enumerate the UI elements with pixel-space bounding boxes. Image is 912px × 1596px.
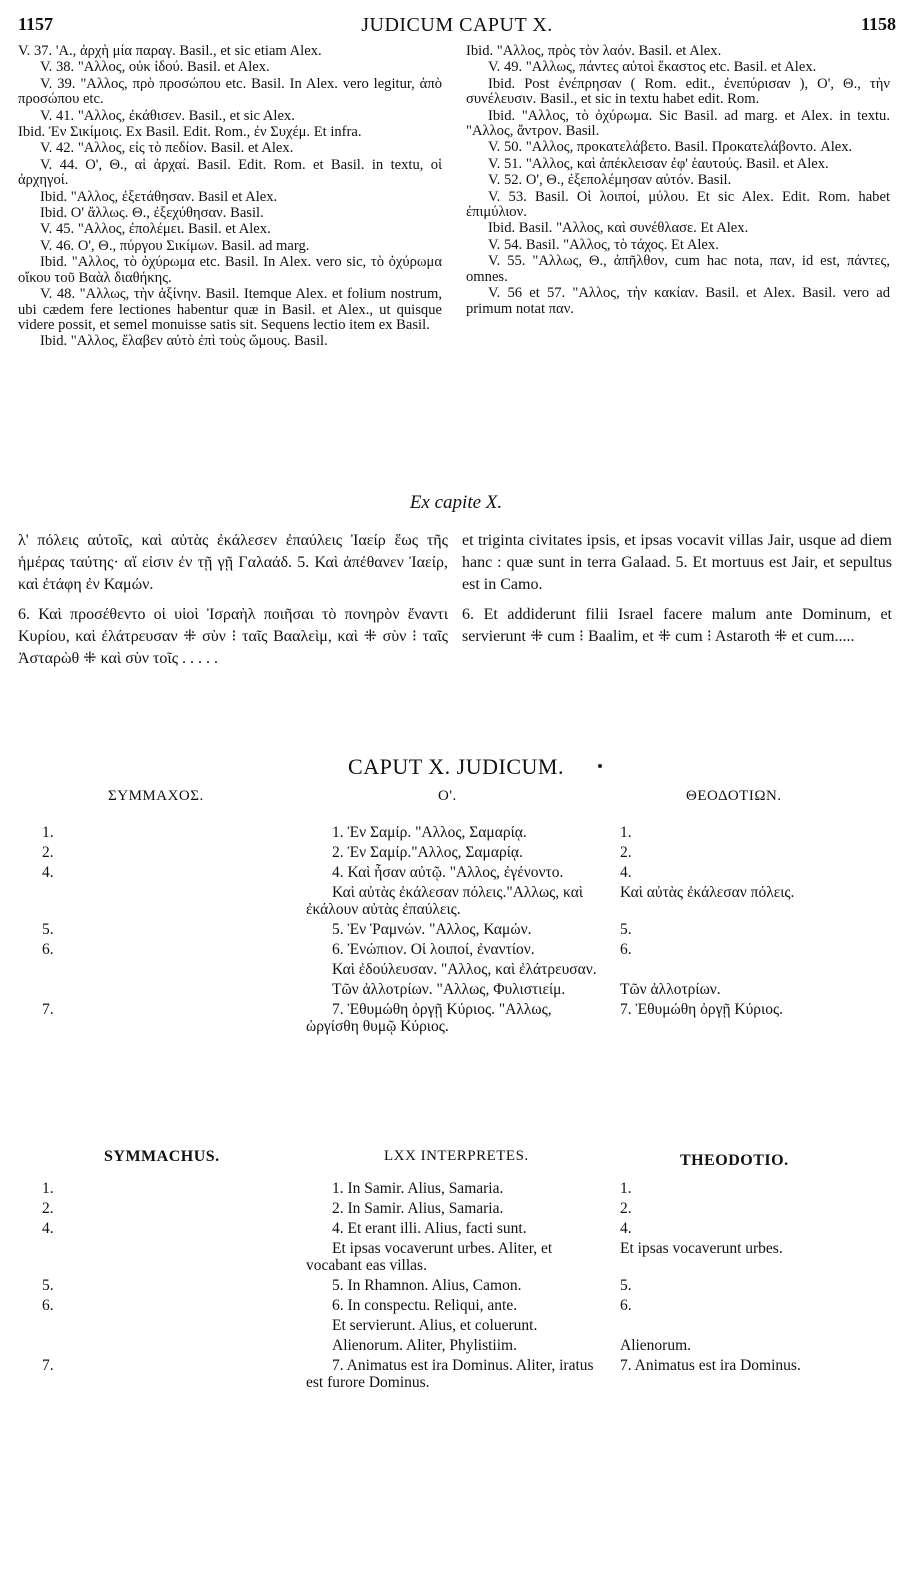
cell-text: 6.	[42, 941, 54, 958]
column-head-symmachus-latin: SYMMACHUS.	[104, 1148, 220, 1165]
hexapla-row	[0, 864, 912, 881]
theodotion-cell	[598, 1220, 898, 1237]
cell-text: 2. Ἐν Σαμίρ."Αλλος, Σαμαρίᾳ.	[332, 844, 523, 861]
notes-right-column	[466, 44, 890, 318]
note: V. 49. "Αλλως, πάντες αὐτοὶ ἕκαστος etc. Basil. et Alex.	[488, 59, 817, 76]
note: V. 51. "Αλλος, καὶ ἀπέκλεισαν ἐφ' ἑαυτούς. Basil. et Alex.	[488, 155, 829, 172]
lxx-cell	[300, 884, 598, 918]
note: Ibid. "Αλλος, τὸ ὀχύρωμα etc. Basil. In Alex. vero sic, τὸ ὀχύρωμα οἴκου τοῦ Βαὰλ διαθήκης.	[18, 254, 442, 286]
cell-text: 2.	[620, 1200, 632, 1217]
note: V. 54. Basil. "Αλλος, τὸ τάχος. Et Alex.	[488, 236, 719, 253]
lxx-cell	[300, 941, 598, 958]
hexapla-row	[0, 844, 912, 861]
theodotion-cell	[598, 981, 898, 998]
symmachus-cell	[0, 864, 300, 881]
note: V. 53. Basil. Οἱ λοιποί, μύλου. Et sic Alex. Edit. Rom. habet ἐπιμύλιον.	[466, 188, 890, 221]
greek-excerpt-column	[18, 530, 448, 670]
lxx-cell	[300, 1220, 598, 1237]
hexapla-title: CAPUT X. JUDICUM.	[348, 754, 564, 779]
cell-text: 5. Ἐν Ῥαμνών. "Αλλος, Καμών.	[332, 921, 532, 938]
cell-text: 1. In Samir. Alius, Samaria.	[332, 1180, 504, 1197]
hexapla-row	[0, 941, 912, 958]
theodotion-cell	[598, 961, 898, 978]
cell-text: 7. Ἐθυμώθη ὀργῇ Κύριος. "Αλλως, ὠργίσθη θυμῷ Κύριος.	[306, 1001, 552, 1035]
cell-text: 4. Καὶ ἦσαν αὐτῷ. "Αλλος, ἐγένοντο.	[332, 864, 564, 881]
cell-text: 6.	[42, 1297, 54, 1314]
latin-paragraph: 6. Et addiderunt filii Israel facere malum ante Dominum, et servierunt ⁜ cum ⁝ Baalim, et ⁜ cum ⁝ Astaroth ⁜ et cum.....	[462, 606, 892, 645]
theodotion-cell	[598, 1337, 898, 1354]
cell-text: 7.	[42, 1357, 54, 1374]
hexapla-row	[0, 824, 912, 841]
hexapla-row	[0, 884, 912, 918]
cell-text: Et ipsas vocaverunt urbes. Aliter, et vocabant eas villas.	[306, 1240, 553, 1274]
column-head-lxx-latin: LXX INTERPRETES.	[384, 1148, 529, 1164]
symmachus-cell	[0, 1200, 300, 1217]
note: Ibid. Basil. "Αλλος, καὶ συνέθλασε. Et Alex.	[488, 220, 749, 237]
column-head-lxx-greek: Ο'.	[438, 788, 457, 804]
hexapla-row	[0, 1180, 912, 1197]
cell-text: 7. Ἐθυμώθη ὀργῇ Κύριος.	[620, 1001, 783, 1018]
hexapla-row	[0, 1200, 912, 1217]
lxx-cell	[300, 864, 598, 881]
latin-hexapla-table	[0, 1180, 912, 1394]
symmachus-cell	[0, 1317, 300, 1334]
note: V. 56 et 57. "Αλλος, τὴν κακίαν. Basil. et Alex. Basil. vero ad primum notat παν.	[466, 285, 890, 317]
symmachus-cell	[0, 824, 300, 841]
note: V. 48. "Αλλως, τὴν ἀξίνην. Basil. Itemque Alex. et folium nostrum, ubi cædem fere lectiones habentur quæ in Basil. et Alex., ut quisque videre possit, et semel monuisse satis sit. Sequens lectio item ex Basil.	[18, 286, 442, 333]
note: V. 39. "Αλλος, πρὸ προσώπου etc. Basil. In Alex. vero legitur, ἀπὸ προσώπου etc.	[18, 75, 442, 108]
note: V. 50. "Αλλος, προκατελάβετο. Basil. Προκατελάβοντο. Alex.	[488, 139, 853, 156]
cell-text: 4. Et erant illi. Alius, facti sunt.	[332, 1220, 527, 1237]
symmachus-cell	[0, 961, 300, 978]
lxx-cell	[300, 981, 598, 998]
note: Ibid. Post ἐνέπρησαν ( Rom. edit., ἐνεπύρισαν ), Ο', Θ., τὴν συνέλευσιν. Basil., et sic in textu habet edit. Rom.	[466, 75, 890, 108]
cell-text: Τῶν ἀλλοτρίων. "Αλλως, Φυλιστιείμ.	[332, 981, 566, 998]
cell-text: 4.	[620, 1220, 632, 1237]
note: Ibid. "Αλλος, ἔλαβεν αὐτὸ ἐπὶ τοὺς ὤμους. Basil.	[40, 333, 328, 350]
theodotion-cell	[598, 941, 898, 958]
notes-left-column	[18, 44, 442, 351]
cell-text: Καὶ αὐτὰς ἐκάλεσαν πόλεις."Αλλως, καὶ ἐκάλουν αὐτὰς ἐπαύλεις.	[306, 884, 584, 918]
cell-text: 5.	[620, 921, 632, 938]
cell-text: 1.	[620, 824, 632, 841]
lxx-cell	[300, 1180, 598, 1197]
print-speck	[598, 764, 602, 768]
cell-text: 1.	[42, 824, 54, 841]
symmachus-cell	[0, 1220, 300, 1237]
column-head-symmachus-greek: ΣΥΜΜΑΧΟΣ.	[108, 788, 204, 804]
cell-text: 5.	[42, 1277, 54, 1294]
latin-excerpt-column	[462, 530, 892, 648]
note: V. 46. Ο', Θ., πύργου Σικίμων. Basil. ad marg.	[40, 237, 310, 254]
cell-text: 2.	[620, 844, 632, 861]
theodotion-cell	[598, 1297, 898, 1314]
hexapla-row	[0, 1277, 912, 1294]
greek-hexapla-table	[0, 824, 912, 1038]
cell-text: 2.	[42, 844, 54, 861]
cell-text: 6.	[620, 941, 632, 958]
cell-text: 4.	[620, 864, 632, 881]
theodotion-cell	[598, 1277, 898, 1294]
hexapla-row	[0, 961, 912, 978]
note: Ibid. "Αλλος, πρὸς τὸν λαόν. Basil. et Alex.	[466, 43, 722, 59]
symmachus-cell	[0, 1001, 300, 1035]
hexapla-row	[0, 1317, 912, 1334]
cell-text: Alienorum.	[620, 1337, 692, 1354]
lxx-cell	[300, 1337, 598, 1354]
cell-text: Alienorum. Aliter, Phylistiim.	[332, 1337, 517, 1354]
symmachus-cell	[0, 981, 300, 998]
note: V. 37. 'Α., ἀρχὴ μία παραγ. Basil., et sic etiam Alex.	[18, 43, 322, 59]
theodotion-cell	[598, 1357, 898, 1391]
lxx-cell	[300, 961, 598, 978]
cell-text: 1.	[42, 1180, 54, 1197]
note: Ibid. "Αλλος, ἐξετάθησαν. Basil et Alex.	[40, 188, 278, 205]
hexapla-row	[0, 981, 912, 998]
cell-text: 6. In conspectu. Reliqui, ante.	[332, 1297, 518, 1314]
hexapla-row	[0, 921, 912, 938]
symmachus-cell	[0, 1277, 300, 1294]
cell-text: 4.	[42, 864, 54, 881]
note: V. 45. "Αλλος, ἐπολέμει. Basil. et Alex.	[40, 221, 271, 238]
note: V. 38. "Αλλος, οὐκ ἰδού. Basil. et Alex.	[40, 59, 270, 76]
hexapla-row	[0, 1220, 912, 1237]
column-head-theodotion-latin: THEODOTIO.	[680, 1152, 789, 1169]
critical-notes	[18, 44, 894, 476]
note: Ibid. "Αλλος, τὸ ὀχύρωμα. Sic Basil. ad marg. et Alex. in textu. "Αλλος, ἄντρον. Basil.	[466, 107, 890, 140]
note: V. 44. Ο', Θ., αἱ ἀρχαί. Basil. Edit. Rom. et Basil. in textu, οἱ ἀρχηγοί.	[18, 156, 442, 189]
note: V. 42. "Αλλος, εἰς τὸ πεδίον. Basil. et Alex.	[40, 140, 294, 157]
theodotion-cell	[598, 884, 898, 918]
hexapla-row	[0, 1001, 912, 1035]
page-title: JUDICUM CAPUT X.	[361, 14, 553, 36]
lxx-cell	[300, 1001, 598, 1035]
symmachus-cell	[0, 1240, 300, 1274]
lxx-cell	[300, 1240, 598, 1274]
cell-text: 6. Ἐνώπιον. Οἱ λοιποί, ἐναντίον.	[332, 941, 535, 958]
cell-text: 5.	[42, 921, 54, 938]
running-header	[18, 14, 896, 38]
note: V. 55. "Αλλως, Θ., ἀπῆλθον, cum hac nota, παν, id est, πάντες, omnes.	[466, 253, 890, 285]
symmachus-cell	[0, 921, 300, 938]
symmachus-cell	[0, 1297, 300, 1314]
theodotion-cell	[598, 1200, 898, 1217]
cell-text: Τῶν ἀλλοτρίων.	[620, 981, 721, 998]
cell-text: 6.	[620, 1297, 632, 1314]
latin-paragraph: et triginta civitates ipsis, et ipsas vocavit villas Jair, usque ad diem hanc : quæ sunt in terra Galaad. 5. Et mortuus est Jair, et sepultus est in Camo.	[462, 532, 892, 593]
symmachus-cell	[0, 844, 300, 861]
column-head-theodotion-greek: ΘΕΟΔΟΤΙΩΝ.	[686, 788, 782, 804]
cell-text: 4.	[42, 1220, 54, 1237]
lxx-cell	[300, 1317, 598, 1334]
lxx-cell	[300, 1297, 598, 1314]
page-number-right: 1158	[860, 14, 896, 34]
cell-text: 2.	[42, 1200, 54, 1217]
theodotion-cell	[598, 864, 898, 881]
theodotion-cell	[598, 1317, 898, 1334]
note: V. 52. Ο', Θ., ἐξεπολέμησαν αὐτόν. Basil.	[488, 172, 732, 189]
hexapla-row	[0, 1297, 912, 1314]
theodotion-cell	[598, 824, 898, 841]
greek-paragraph: λ' πόλεις αὐτοῖς, καὶ αὐτὰς ἐκάλεσεν ἐπαύλεις Ἰαείρ ἕως τῆς ἡμέρας ταύτης· αἵ εἰσιν ἐν τῇ γῇ Γαλαάδ. 5. Καὶ ἀπέθανεν Ἰαείρ, καὶ ἐτάφη ἐν Καμών.	[18, 532, 448, 593]
cell-text: 5.	[620, 1277, 632, 1294]
hexapla-row	[0, 1357, 912, 1391]
symmachus-cell	[0, 1357, 300, 1391]
lxx-cell	[300, 844, 598, 861]
cell-text: 5. In Rhamnon. Alius, Camon.	[332, 1277, 522, 1294]
symmachus-cell	[0, 1337, 300, 1354]
hexapla-row	[0, 1240, 912, 1274]
greek-paragraph: 6. Καὶ προσέθεντο οἱ υἱοὶ Ἰσραὴλ ποιῆσαι τὸ πονηρὸν ἔναντι Κυρίου, καὶ ἐλάτρευσαν ⁜ σὺν ⁝ ταῖς Βααλεὶμ, καὶ ⁜ σὺν ⁝ ταῖς Ἀσταρὼθ ⁜ καὶ σὺν τοῖς . . . . .	[18, 606, 448, 667]
theodotion-cell	[598, 1001, 898, 1035]
symmachus-cell	[0, 941, 300, 958]
note: Ibid. Ο' ἄλλως. Θ., ἐξεχύθησαν. Basil.	[40, 205, 264, 222]
lxx-cell	[300, 1277, 598, 1294]
lxx-cell	[300, 1200, 598, 1217]
symmachus-cell	[0, 884, 300, 918]
lxx-cell	[300, 921, 598, 938]
cell-text: 1. Ἐν Σαμίρ. "Αλλος, Σαμαρίᾳ.	[332, 824, 527, 841]
page-number-left: 1157	[18, 14, 54, 34]
cell-text: Καὶ αὐτὰς ἐκάλεσαν πόλεις.	[620, 884, 795, 901]
cell-text: Καὶ ἐδούλευσαν. "Αλλος, καὶ ἐλάτρευσαν.	[332, 961, 597, 978]
cell-text: 7.	[42, 1001, 54, 1018]
cell-text: Et servierunt. Alius, et coluerunt.	[332, 1317, 538, 1334]
cell-text: 2. In Samir. Alius, Samaria.	[332, 1200, 504, 1217]
cell-text: Et ipsas vocaverunt urbes.	[620, 1240, 783, 1257]
hexapla-row	[0, 1337, 912, 1354]
note: Ibid. Ἐν Σικίμοις. Ex Basil. Edit. Rom., ἐν Συχέμ. Et infra.	[18, 124, 362, 141]
theodotion-cell	[598, 844, 898, 861]
theodotion-cell	[598, 1180, 898, 1197]
cell-text: 7. Animatus est ira Dominus. Aliter, iratus est furore Dominus.	[306, 1357, 594, 1391]
cell-text: 1.	[620, 1180, 632, 1197]
lxx-cell	[300, 1357, 598, 1391]
section-heading: Ex capite X.	[409, 492, 503, 513]
symmachus-cell	[0, 1180, 300, 1197]
theodotion-cell	[598, 921, 898, 938]
lxx-cell	[300, 824, 598, 841]
note: V. 41. "Αλλος, ἐκάθισεν. Basil., et sic Alex.	[40, 107, 295, 124]
theodotion-cell	[598, 1240, 898, 1274]
cell-text: 7. Animatus est ira Dominus.	[620, 1357, 801, 1374]
